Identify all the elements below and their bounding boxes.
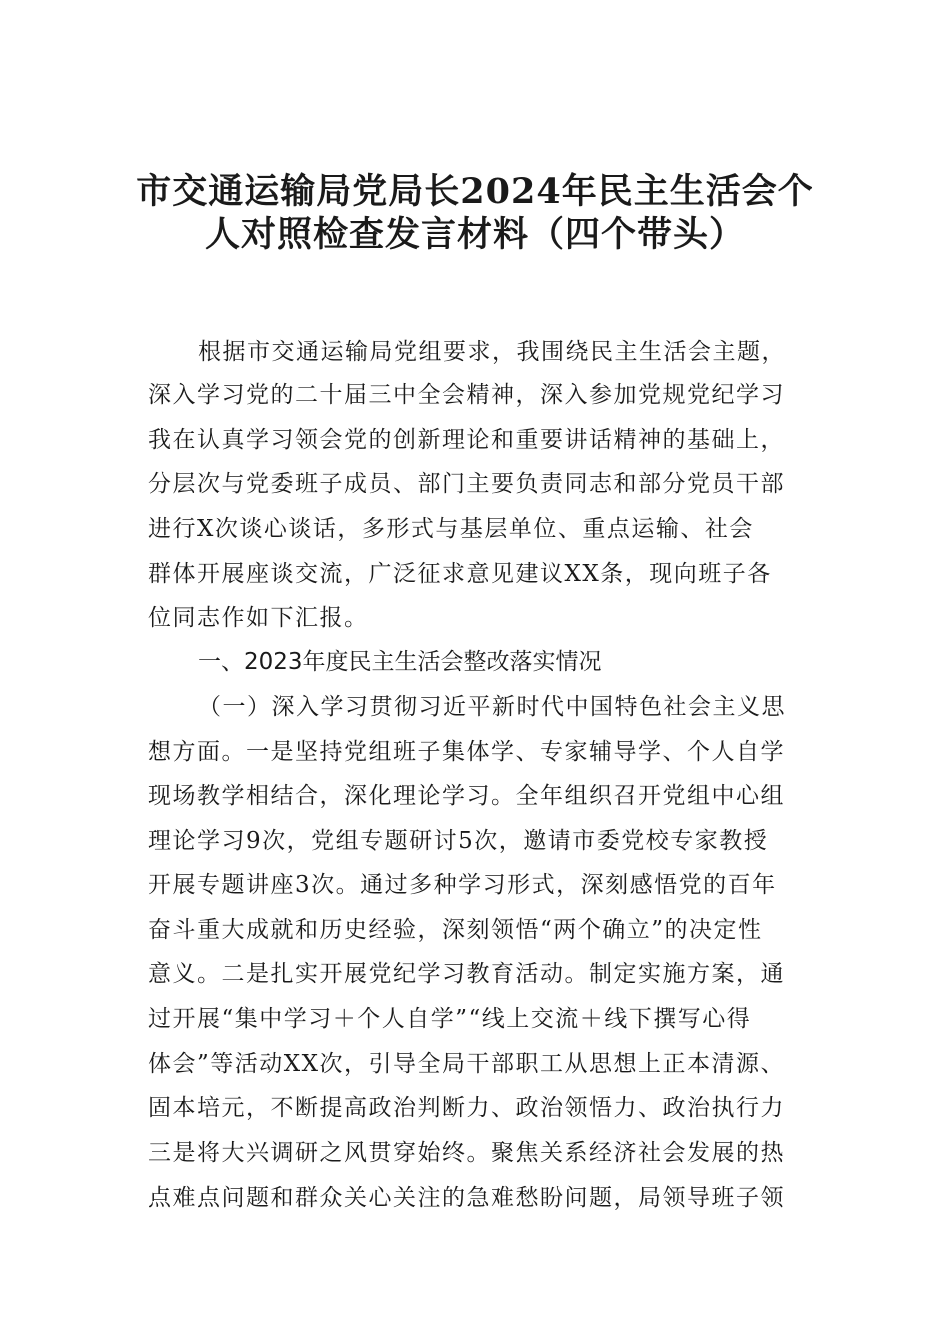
- body-paragraph-line: 三是将大兴调研之风贯穿始终。聚焦关系经济社会发展的热: [148, 1140, 785, 1166]
- body-paragraph-line: 奋斗重大成就和历史经验，深刻领悟“两个确立”的决定性: [148, 917, 763, 943]
- body-paragraph-line: 点难点问题和群众关心关注的急难愁盼问题，局领导班子领: [148, 1185, 785, 1211]
- body-paragraph-line: 意义。二是扎实开展党纪学习教育活动。制定实施方案，通: [148, 961, 785, 987]
- document-title-line-2: 人对照检查发言材料（四个带头）: [204, 214, 745, 255]
- body-paragraph-line: 过开展“集中学习＋个人自学”“线上交流＋线下撰写心得: [148, 1006, 752, 1032]
- body-paragraph-line: 固本培元，不断提高政治判断力、政治领悟力、政治执行力: [148, 1095, 785, 1121]
- body-paragraph-line: 现场教学相结合，深化理论学习。全年组织召开党组中心组: [148, 783, 785, 809]
- intro-paragraph-line: 位同志作如下汇报。: [148, 605, 369, 631]
- intro-paragraph-line: 分层次与党委班子成员、部门主要负责同志和部分党员干部: [148, 471, 785, 497]
- intro-paragraph-line: 根据市交通运输局党组要求，我围绕民主生活会主题，: [198, 339, 786, 365]
- body-paragraph-line: 体会”等活动XX次，引导全局干部职工从思想上正本清源、: [148, 1051, 786, 1077]
- section-heading: 一、2023年度民主生活会整改落实情况: [198, 649, 602, 675]
- body-paragraph-line: （一）深入学习贯彻习近平新时代中国特色社会主义思: [198, 694, 786, 720]
- intro-paragraph-line: 深入学习党的二十届三中全会精神，深入参加党规党纪学习: [148, 382, 785, 408]
- intro-paragraph-line: 进行X次谈心谈话，多形式与基层单位、重点运输、社会: [148, 516, 754, 542]
- body-paragraph-line: 开展专题讲座3次。通过多种学习形式，深刻感悟党的百年: [148, 872, 777, 898]
- document-title-line-1: 市交通运输局党局长2024年民主生活会个: [136, 171, 814, 212]
- body-paragraph-line: 理论学习9次，党组专题研讨5次，邀请市委党校专家教授: [148, 828, 769, 854]
- intro-paragraph-line: 我在认真学习领会党的创新理论和重要讲话精神的基础上，: [148, 427, 785, 453]
- body-paragraph-line: 想方面。一是坚持党组班子集体学、专家辅导学、个人自学: [148, 739, 785, 765]
- intro-paragraph-line: 群体开展座谈交流，广泛征求意见建议XX条，现向班子各: [148, 561, 772, 587]
